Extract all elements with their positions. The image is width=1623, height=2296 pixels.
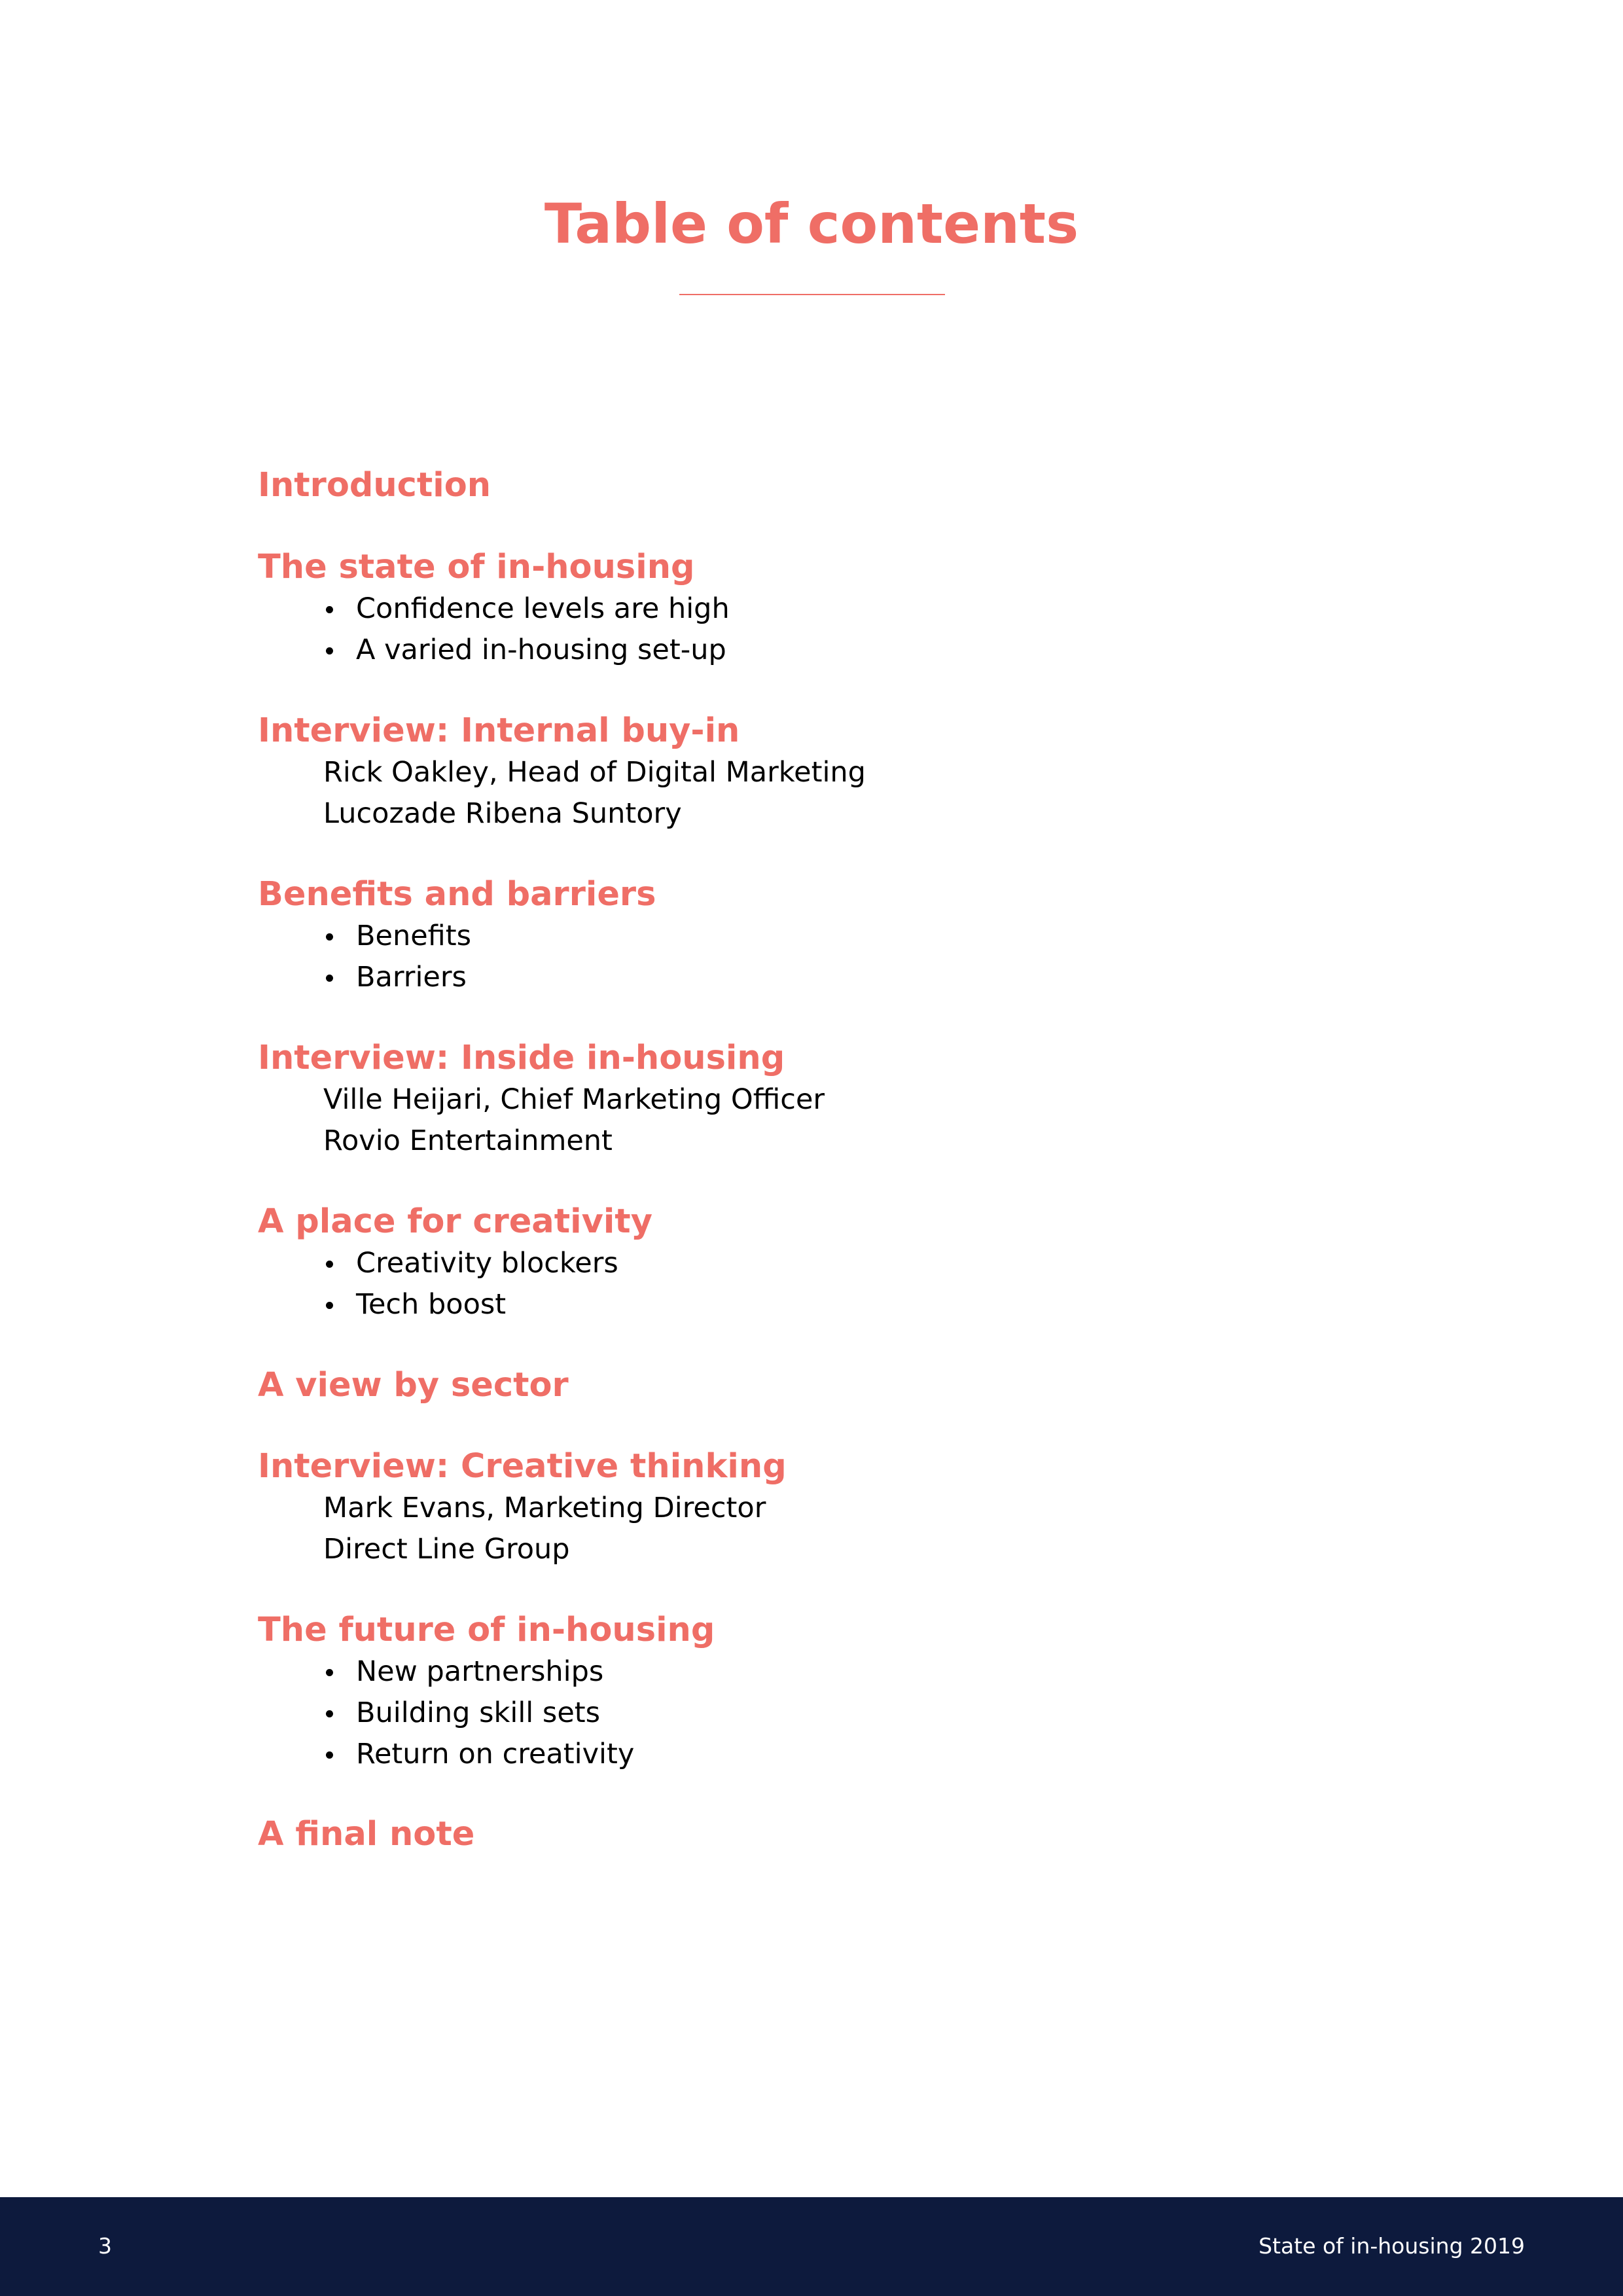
bullet-icon [326,975,333,982]
sub-item-label: A varied in-housing set-up [356,634,726,666]
interviewee-line: Ville Heijari, Chief Marketing Officer [323,1083,825,1116]
page-number: 3 [98,2233,112,2259]
sub-item-label: Tech boost [356,1288,507,1321]
section-heading[interactable]: Benefits and barriers [258,875,656,914]
toc-section-interview-internal-buy-in [258,710,1501,834]
bullet-icon [326,1669,333,1676]
publication-title: State of in-housing 2019 [1258,2233,1525,2259]
organisation-line: Direct Line Group [323,1533,570,1566]
page-title: Table of contents [544,192,1079,256]
interviewee-line: Mark Evans, Marketing Director [323,1492,766,1524]
sub-item[interactable] [258,1284,1501,1325]
sub-item[interactable] [258,1734,1501,1775]
bullet-icon [326,1261,333,1268]
section-heading[interactable]: A place for creativity [258,1202,652,1241]
toc-section-interview-creative-thinking [258,1446,1501,1570]
sub-item-list [258,916,1501,998]
toc-section-place-for-creativity [258,1201,1501,1325]
toc-section-state-of-in-housing [258,547,1501,671]
section-heading[interactable]: Interview: Internal buy-in [258,711,740,750]
bullet-icon [326,1751,333,1759]
sub-item-label: Confidence levels are high [356,592,730,625]
section-heading[interactable]: The future of in-housing [258,1611,715,1649]
toc-section-final-note [258,1814,1501,1856]
organisation-line: Rovio Entertainment [323,1124,613,1157]
sub-item[interactable] [258,588,1501,630]
toc-section-introduction [258,465,1501,507]
toc-section-benefits-and-barriers [258,874,1501,998]
section-heading[interactable]: Introduction [258,466,491,505]
toc-section-future-of-in-housing [258,1609,1501,1775]
section-heading[interactable]: A view by sector [258,1366,569,1405]
organisation-line: Lucozade Ribena Suntory [323,797,682,830]
sub-item[interactable] [258,1243,1501,1284]
section-heading[interactable]: Interview: Creative thinking [258,1447,787,1486]
title-divider [679,294,945,295]
interviewee-line: Rick Oakley, Head of Digital Marketing [323,756,866,789]
sub-item-label: Barriers [356,961,467,994]
sub-item-label: Building skill sets [356,1696,601,1729]
sub-item[interactable] [258,1693,1501,1734]
bullet-icon [326,1302,333,1309]
sub-item-list [258,1651,1501,1775]
bullet-icon [326,606,333,613]
sub-item[interactable] [258,957,1501,998]
sub-item-label: Creativity blockers [356,1247,618,1280]
sub-item-label: Return on creativity [356,1738,635,1770]
section-heading[interactable]: A final note [258,1815,475,1854]
sub-item[interactable] [258,1651,1501,1693]
sub-item-list [258,588,1501,671]
section-heading[interactable]: Interview: Inside in-housing [258,1039,785,1077]
bullet-icon [326,1710,333,1717]
sub-item-label: Benefits [356,920,472,952]
sub-item[interactable] [258,916,1501,957]
toc-section-interview-inside-in-housing [258,1037,1501,1162]
toc-section-view-by-sector [258,1365,1501,1407]
sub-item[interactable] [258,630,1501,671]
bullet-icon [326,933,333,941]
bullet-icon [326,647,333,655]
section-heading[interactable]: The state of in-housing [258,548,695,586]
page-footer [0,2197,1623,2296]
sub-item-label: New partnerships [356,1655,604,1688]
sub-item-list [258,1243,1501,1325]
